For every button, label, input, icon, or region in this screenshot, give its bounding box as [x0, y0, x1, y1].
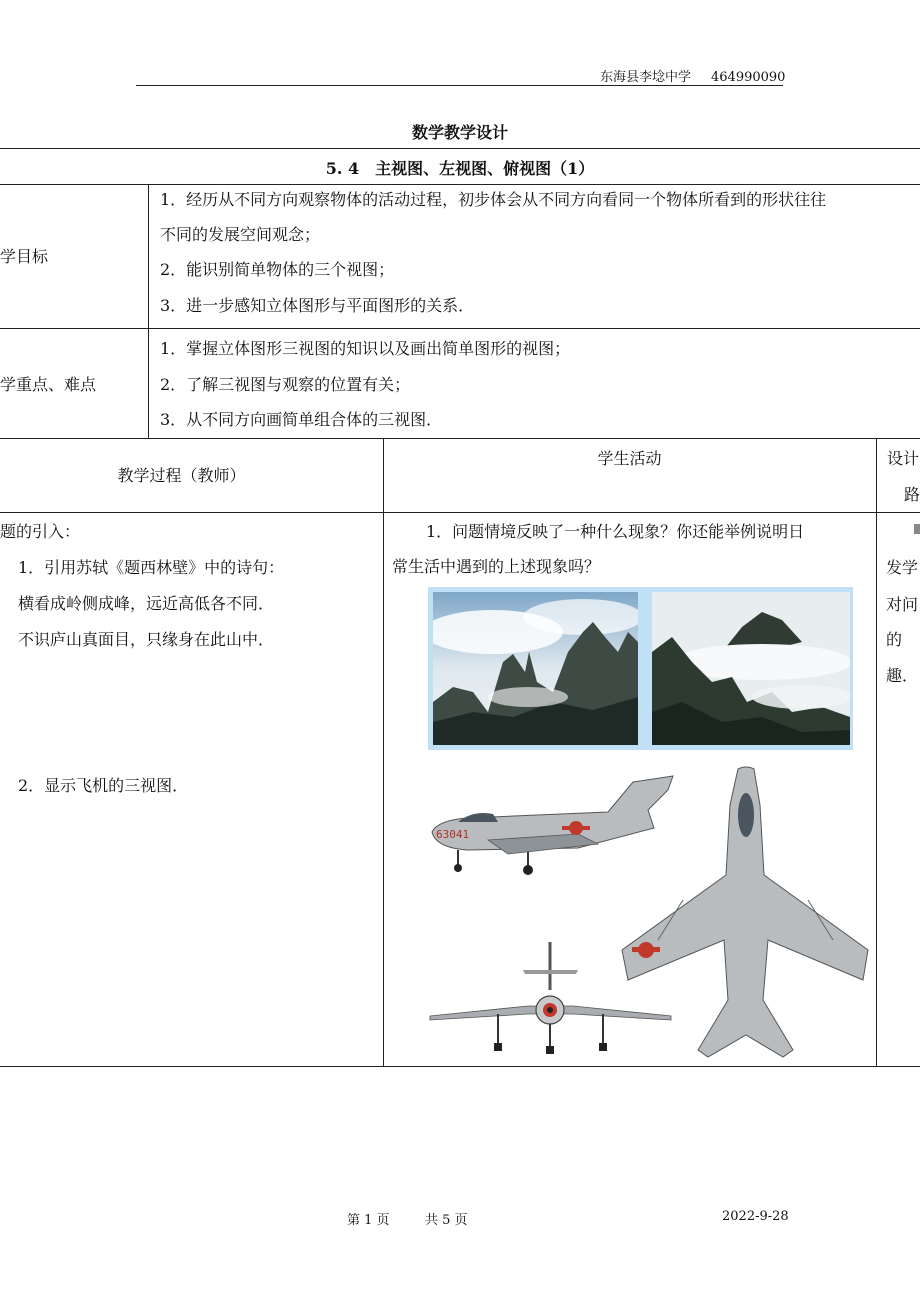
mountain-peaks-photo — [433, 592, 638, 745]
page-header — [600, 66, 785, 85]
objective-line: 3．进一步感知立体图形与平面图形的关系． — [160, 296, 475, 315]
footer-date: 2022-9-28 — [722, 1209, 789, 1224]
objective-line: 1．经历从不同方向观察物体的活动过程，初步体会从不同方向看同一个物体所看到的形状往往 — [160, 190, 827, 209]
teacher-text-line: 不识庐山真面目，只缘身在此山中． — [18, 630, 275, 649]
row-divider — [0, 184, 920, 185]
footer-page: 第 1 页 — [347, 1213, 390, 1228]
objectives-label: 学目标 — [0, 247, 49, 266]
teacher-text-line: 2．显示飞机的三视图． — [18, 776, 189, 795]
design-column-header: 设计 — [887, 449, 920, 468]
row-divider — [0, 328, 920, 329]
teacher-text-line: 题的引入： — [0, 522, 81, 541]
header-code: 464990090 — [711, 70, 786, 85]
row-divider — [0, 512, 920, 513]
column-divider — [876, 438, 877, 1066]
teacher-column-header — [0, 466, 383, 486]
table-top-border — [0, 148, 920, 149]
student-text-line: 常生活中遇到的上述现象吗？ — [392, 557, 601, 576]
key-point-line: 3．从不同方向画简单组合体的三视图． — [160, 410, 443, 429]
teacher-text-line: 横看成岭侧成峰，远近高低各不同． — [18, 594, 275, 613]
key-point-line: 1．掌握立体图形三视图的知识以及画出简单图形的视图； — [160, 339, 571, 358]
aircraft-front-view — [428, 940, 673, 1055]
teacher-header-text: 教学过程（教师） — [117, 466, 246, 485]
footer-total-pages: 共 5 页 — [425, 1213, 468, 1228]
design-text-line: 趣． — [886, 666, 919, 685]
design-text-line: 对问 — [886, 595, 919, 614]
header-rule — [136, 85, 783, 86]
student-text-line: 1．问题情境反映了一种什么现象？你还能举例说明日 — [426, 522, 805, 541]
objective-line: 不同的发展空间观念； — [160, 225, 321, 244]
aircraft-marking: 63041 — [436, 828, 470, 841]
objective-line: 2．能识别简单物体的三个视图； — [160, 260, 395, 279]
column-divider — [383, 438, 384, 1066]
key-point-line: 2．了解三视图与观察的位置有关； — [160, 375, 411, 394]
label-column-divider — [148, 184, 149, 438]
document-title: 数学教学设计 — [411, 123, 508, 142]
design-text-line: 发学 — [886, 558, 919, 577]
design-column-header-2: 路 — [904, 485, 920, 504]
key-points-label: 学重点、难点 — [0, 375, 97, 394]
design-text-line: 的 — [886, 630, 903, 649]
student-column-header: 学生活动 — [597, 449, 662, 468]
lesson-title: 5. 4 主视图、左视图、俯视图（1） — [325, 159, 595, 178]
header-school: 东海县李埝中学 — [600, 70, 692, 85]
misty-mountain-photo — [652, 592, 850, 745]
teacher-text-line: 1．引用苏轼《题西林壁》中的诗句： — [18, 558, 285, 577]
row-divider — [0, 438, 920, 439]
design-cut-glyph — [914, 524, 920, 534]
table-bottom-border — [0, 1066, 920, 1067]
